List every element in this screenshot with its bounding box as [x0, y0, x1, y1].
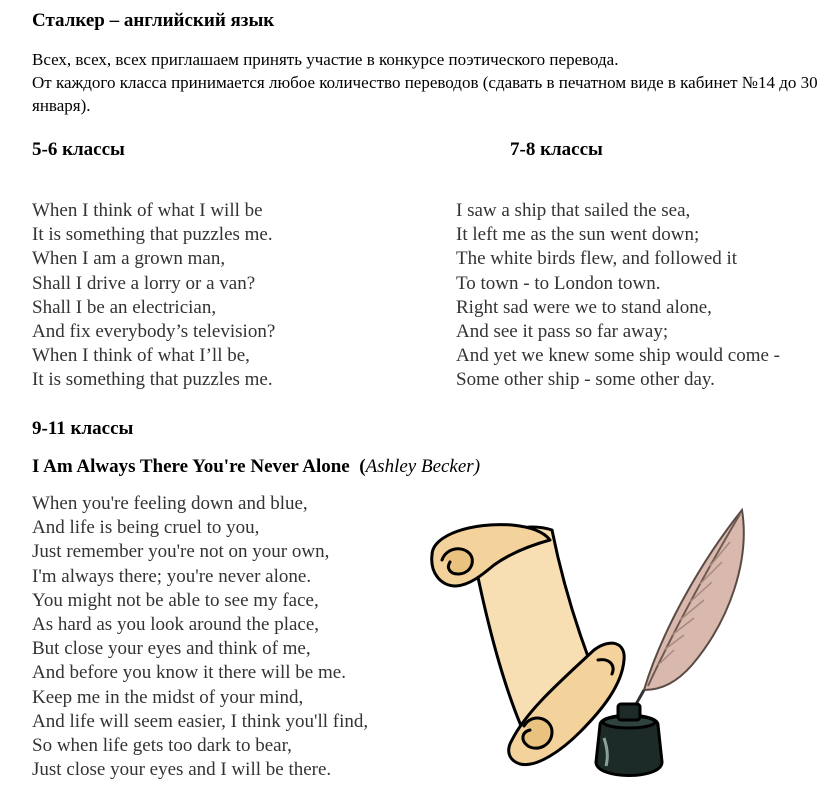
poem-line: To town - to London town. [456, 272, 661, 294]
poem-title: I Am Always There You're Never Alone [32, 456, 350, 477]
poem-line: And before you know it there will be me. [32, 662, 346, 684]
intro-line-1: Всех, всех, всех приглашаем принять участие в конкурсе поэтического перевода. [32, 50, 619, 69]
poem-line: Shall I drive a lorry or a van? [32, 272, 256, 294]
intro-text [32, 48, 822, 117]
open-paren: ( [359, 456, 366, 477]
poem-line: Keep me in the midst of your mind, [32, 686, 304, 708]
poem-line: Right sad were we to stand alone, [456, 296, 712, 318]
poem-grades-5-6 [32, 199, 275, 393]
poem-grades-9-11 [32, 492, 368, 782]
poem-line: The white birds flew, and followed it [456, 248, 738, 270]
poem-line: And life is being cruel to you, [32, 517, 260, 539]
poem-line: And fix everybody’s television? [32, 321, 276, 343]
poem-line: It left me as the sun went down; [456, 224, 700, 246]
scroll-icon [432, 525, 624, 765]
page-title: Сталкер – английский язык [32, 10, 275, 31]
poem-line: It is something that puzzles me. [32, 369, 273, 391]
poem-line: So when life gets too dark to bear, [32, 735, 292, 757]
poem-line: When I think of what I will be [32, 200, 263, 221]
poem-line: Just remember you're not on your own, [32, 541, 330, 563]
poem-line: As hard as you look around the place, [32, 614, 320, 636]
ink-bottle-icon [596, 704, 662, 776]
quill-icon [626, 510, 744, 722]
scroll-and-quill-icon [412, 500, 772, 790]
poem-line: Some other ship - some other day. [456, 369, 715, 391]
heading-grades-5-6: 5-6 классы [32, 139, 125, 160]
poem-line: And see it pass so far away; [456, 321, 669, 343]
poem-line: But close your eyes and think of me, [32, 638, 311, 660]
poem-line: When I think of what I’ll be, [32, 345, 250, 367]
heading-grades-7-8: 7-8 классы [510, 139, 603, 160]
poem-grades-7-8 [456, 199, 780, 393]
poem-line: When you're feeling down and blue, [32, 493, 308, 514]
poem-line: You might not be able to see my face, [32, 589, 319, 611]
poem-line: When I am a grown man, [32, 248, 226, 270]
intro-line-2: От каждого класса принимается любое количество переводов (сдавать в печатном виде в кабинет №14 до 30 января). [32, 73, 818, 115]
poem-line: And yet we knew some ship would come - [456, 345, 780, 367]
poem-line: It is something that puzzles me. [32, 224, 273, 246]
poem-title-line [32, 456, 480, 478]
poem-author: Ashley Becker) [365, 456, 481, 477]
poem-line: And life will seem easier, I think you'll find, [32, 710, 369, 732]
poem-line: I'm always there; you're never alone. [32, 565, 312, 587]
poem-line: Shall I be an electrician, [32, 296, 217, 318]
poem-line: Just close your eyes and I will be there. [32, 759, 332, 781]
heading-grades-9-11: 9-11 классы [32, 418, 134, 439]
poem-line: I saw a ship that sailed the sea, [456, 200, 691, 221]
